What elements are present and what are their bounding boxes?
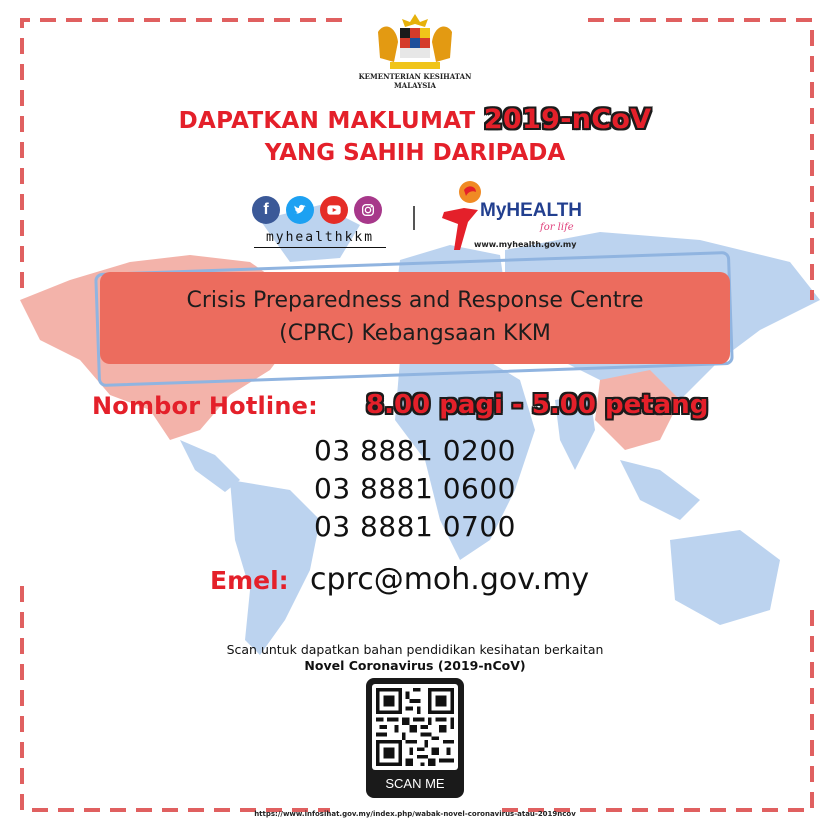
qr-code-icon[interactable] bbox=[376, 688, 454, 766]
email-label: Emel: bbox=[210, 566, 289, 595]
map-australia bbox=[670, 530, 780, 625]
facebook-icon[interactable]: f bbox=[252, 196, 280, 224]
ministry-line2: MALAYSIA bbox=[394, 81, 436, 90]
twitter-icon[interactable] bbox=[286, 196, 314, 224]
myhealth-tagline: for life bbox=[540, 222, 574, 233]
headline-highlight: 2019-nCoV bbox=[483, 104, 652, 135]
hotline-number[interactable]: 03 8881 0700 bbox=[314, 510, 516, 543]
hotline-label: Nombor Hotline: bbox=[92, 392, 318, 420]
hotline-hours: 8.00 pagi - 5.00 petang bbox=[366, 390, 709, 420]
hotline-number[interactable]: 03 8881 0200 bbox=[314, 434, 516, 467]
headline-line1 bbox=[0, 104, 830, 135]
hotline-number[interactable]: 03 8881 0600 bbox=[314, 472, 516, 505]
email-address[interactable]: cprc@moh.gov.my bbox=[310, 562, 590, 597]
banner-line2: (CPRC) Kebangsaan KKM bbox=[279, 321, 551, 346]
scan-note-topic: Novel Coronavirus (2019-nCoV) bbox=[304, 658, 526, 673]
qr-url[interactable]: https://www.infosihat.gov.my/index.php/wabak-novel-coronavirus-atau-2019ncov bbox=[254, 810, 576, 818]
malaysia-coat-of-arms-icon bbox=[370, 12, 460, 72]
scan-me-label[interactable]: SCAN ME bbox=[385, 776, 445, 791]
social-handle[interactable]: myhealthkkm bbox=[254, 230, 386, 248]
headline-part1: DAPATKAN MAKLUMAT bbox=[178, 108, 476, 134]
cprc-banner-text bbox=[100, 284, 730, 350]
instagram-icon[interactable] bbox=[354, 196, 382, 224]
social-links bbox=[250, 196, 390, 252]
divider bbox=[413, 206, 415, 230]
headline-line2: YANG SAHIH DARIPADA bbox=[264, 140, 566, 166]
myhealth-brand: MyHEALTH bbox=[480, 200, 583, 221]
youtube-icon[interactable] bbox=[320, 196, 348, 224]
ministry-label bbox=[315, 72, 515, 90]
banner-line1: Crisis Preparedness and Response Centre bbox=[186, 288, 644, 313]
myhealth-url[interactable]: www.myhealth.gov.my bbox=[474, 240, 577, 249]
ministry-line1: KEMENTERIAN KESIHATAN bbox=[358, 72, 472, 81]
scan-note: Scan untuk dapatkan bahan pendidikan kesihatan berkaitan bbox=[226, 642, 604, 657]
